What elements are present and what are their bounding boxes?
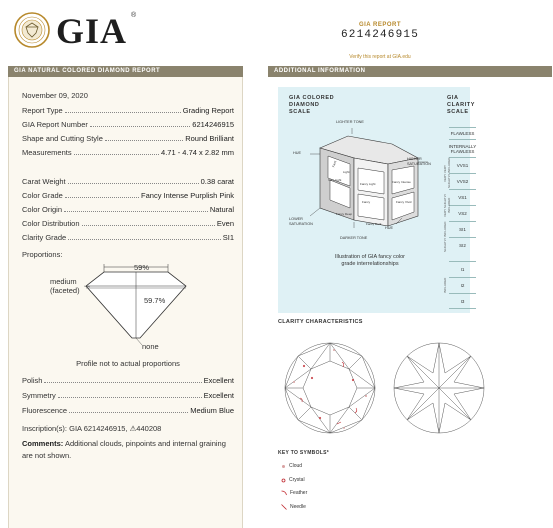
clarity-grade: I2	[449, 277, 476, 293]
proportions-label: Proportions:	[22, 250, 63, 259]
clarity-scale-title: GIA CLARITY SCALE	[447, 95, 476, 115]
cell-label: Light	[343, 170, 350, 174]
clarity-plot-diagrams	[282, 338, 492, 438]
label-hue: HUE	[293, 151, 302, 155]
clarity-scale	[443, 87, 476, 313]
depth-percentage: 59.7%	[144, 296, 166, 305]
label-lighter-tone: LIGHTER TONE	[336, 120, 364, 124]
table-percentage: 59%	[134, 263, 150, 272]
gia-logo-text: GIA	[56, 11, 128, 51]
cell-label: Fancy	[362, 200, 371, 204]
inclusion-marks	[300, 362, 357, 424]
clarity-grade: INTERNALLY FLAWLESS	[449, 139, 476, 157]
cloud-symbol-icon	[281, 464, 286, 469]
comments-label: Comments:	[22, 439, 64, 448]
girdle-label	[50, 277, 80, 295]
grading-row	[22, 203, 234, 214]
grading-label: Clarity Grade	[22, 233, 67, 242]
clarity-characteristics-title: CLARITY CHARACTERISTICS	[278, 319, 363, 325]
detail-label: Shape and Cutting Style	[22, 134, 103, 143]
grading-row	[22, 217, 234, 228]
finish-value: Medium Blue	[190, 406, 234, 415]
key-item	[281, 504, 306, 510]
detail-value: 4.71 - 4.74 x 2.82 mm	[161, 148, 234, 157]
clarity-group: INCLUDED	[443, 277, 447, 293]
detail-row	[22, 132, 234, 143]
grading-label: Color Grade	[22, 191, 63, 200]
grading-row	[22, 231, 234, 242]
clarity-group: VERY SLIGHTLY INCLUDED	[443, 193, 451, 217]
key-item	[281, 477, 305, 483]
inscription-label: Inscription(s):	[22, 424, 68, 433]
clarity-grade: SI1	[449, 221, 476, 237]
detail-row	[22, 118, 234, 129]
registered-mark: ®	[131, 12, 137, 19]
key-item	[281, 490, 307, 496]
clarity-group: SLIGHTLY INCLUDED	[443, 221, 447, 253]
finish-value: Excellent	[203, 376, 234, 385]
grading-label: Color Distribution	[22, 219, 80, 228]
inscription-value: GIA 6214246915, ⚠440208	[69, 424, 162, 433]
clarity-grade: FLAWLESS	[449, 127, 476, 139]
report-date: November 09, 2020	[22, 91, 88, 100]
pavilion-view-plot	[394, 343, 484, 433]
label-darker-tone: DARKER TONE	[340, 236, 368, 240]
detail-label: Measurements	[22, 148, 72, 157]
label-hue-bottom: HUE	[385, 226, 394, 230]
key-item-label: Crystal	[289, 477, 305, 483]
girdle-line-1: medium	[50, 277, 77, 286]
finish-value: Excellent	[203, 391, 234, 400]
key-item-label: Cloud	[289, 463, 303, 469]
proportions-profile-diagram	[44, 258, 214, 358]
feather-symbol-icon	[281, 490, 287, 496]
detail-row	[22, 104, 234, 115]
grading-value: Fancy Intense Purplish Pink	[141, 191, 234, 200]
grading-value: Natural	[209, 205, 234, 214]
grading-value: Even	[216, 219, 234, 228]
detail-row	[22, 146, 234, 157]
color-scale-title: GIA COLORED DIAMOND SCALE	[289, 95, 335, 115]
crown-view-plot	[285, 343, 375, 433]
crystal-symbol-icon	[281, 478, 286, 483]
cell-label: Fancy Vivid	[396, 200, 412, 204]
grading-row	[22, 189, 234, 200]
comments-text: Additional clouds, pinpoints and internal graining are not shown.	[22, 439, 226, 460]
finish-label: Polish	[22, 376, 43, 385]
clarity-group: VERY VERY SLIGHTLY INCLUDED	[443, 157, 451, 189]
finish-label: Symmetry	[22, 391, 56, 400]
clarity-grade: SI2	[449, 237, 476, 253]
verify-link[interactable]: Verify this report at GIA.edu	[349, 54, 411, 60]
comments	[22, 438, 232, 462]
clarity-grade: VVS1	[449, 157, 476, 173]
key-to-symbols-title: KEY TO SYMBOLS*	[278, 450, 329, 456]
grading-label: Carat Weight	[22, 177, 66, 186]
cell-label: Faint	[331, 160, 338, 168]
girdle-line-2: (faceted)	[50, 286, 80, 295]
left-section-title: GIA NATURAL COLORED DIAMOND REPORT	[8, 66, 243, 77]
detail-value: Grading Report	[182, 106, 234, 115]
clarity-grade: I3	[449, 293, 476, 309]
finish-label: Fluorescence	[22, 406, 68, 415]
clarity-grade: I1	[449, 261, 476, 277]
grading-row	[22, 175, 234, 186]
inscription	[22, 424, 161, 433]
finish-row	[22, 389, 234, 400]
grading-value: SI1	[222, 233, 234, 242]
detail-value: 6214246915	[192, 120, 234, 129]
cell-label: Fancy Deep	[336, 212, 353, 216]
label-lower-saturation: LOWER SATURATION	[289, 217, 313, 226]
cell-label: Very Light	[328, 178, 342, 182]
label-higher-saturation: HIGHER SATURATION	[407, 157, 431, 166]
clarity-grade: VVS2	[449, 173, 476, 189]
profile-caption: Profile not to actual proportions	[76, 359, 180, 368]
report-number: 6214246915	[340, 29, 419, 41]
detail-label: Report Type	[22, 106, 63, 115]
grading-value: 0.38 carat	[200, 177, 234, 186]
diagram-caption: Illustration of GIA fancy color grade interrelationships	[334, 254, 405, 267]
finish-row	[22, 404, 234, 415]
detail-label: GIA Report Number	[22, 120, 88, 129]
needle-symbol-icon	[281, 504, 287, 510]
cell-label: Fancy Intense	[392, 180, 411, 184]
finish-row	[22, 374, 234, 385]
report-label: GIA REPORT	[358, 22, 402, 28]
key-item	[281, 463, 302, 469]
key-item-label: Feather	[290, 490, 308, 496]
clarity-grade: VS2	[449, 205, 476, 221]
cell-label: Fancy Light	[360, 182, 376, 186]
detail-value: Round Brilliant	[185, 134, 234, 143]
grading-label: Color Origin	[22, 205, 63, 214]
clarity-grade: VS1	[449, 189, 476, 205]
key-item-label: Needle	[290, 504, 306, 510]
right-section-title: ADDITIONAL INFORMATION	[268, 66, 552, 77]
culet-label: none	[142, 342, 159, 351]
cell-label: Fancy Dark	[366, 222, 382, 226]
